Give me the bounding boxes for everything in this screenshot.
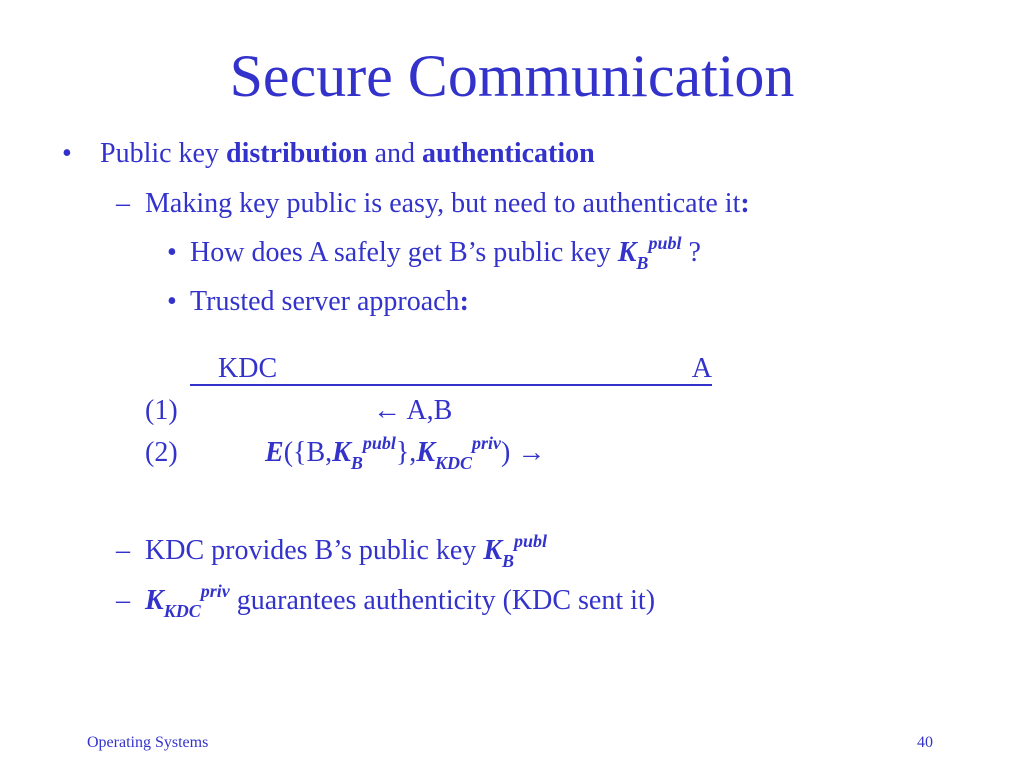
step-label: (2): [145, 437, 178, 468]
bullet-marker: •: [167, 237, 177, 268]
subbullet-text: $K_{KDC}^{priv}$ guarantees authenticity (KDC sent it): [145, 581, 656, 621]
bullet-text: Public key distribution and authentication: [100, 138, 595, 169]
dash-marker: –: [116, 585, 130, 616]
bullet-marker: •: [62, 138, 72, 169]
subsub-text: How does A safely get B’s public key $K_B^{publ}$ ?: [190, 233, 701, 273]
footer-page-number: 40: [917, 734, 933, 751]
footer-course-name: Operating Systems: [87, 734, 209, 751]
subbullet-text: KDC provides B’s public key $K_B^{publ}$: [145, 531, 548, 571]
protocol-header: [190, 354, 712, 386]
protocol-header-a: A: [691, 353, 712, 384]
dash-marker: –: [116, 535, 130, 566]
subsub-text: Trusted server approach:: [190, 286, 469, 317]
step-message: ← A,B: [373, 395, 453, 426]
bullet-marker: •: [167, 286, 177, 317]
step-message: $E(\{B,K_B^{publ}\},K_{KDC}^{priv})$ →: [265, 433, 546, 473]
protocol-header-kdc: KDC: [218, 353, 278, 384]
dash-marker: –: [116, 188, 130, 219]
slide-title: Secure Communication: [229, 43, 795, 109]
subbullet-text: Making key public is easy, but need to authenticate it:: [145, 188, 750, 219]
step-label: (1): [145, 395, 178, 426]
